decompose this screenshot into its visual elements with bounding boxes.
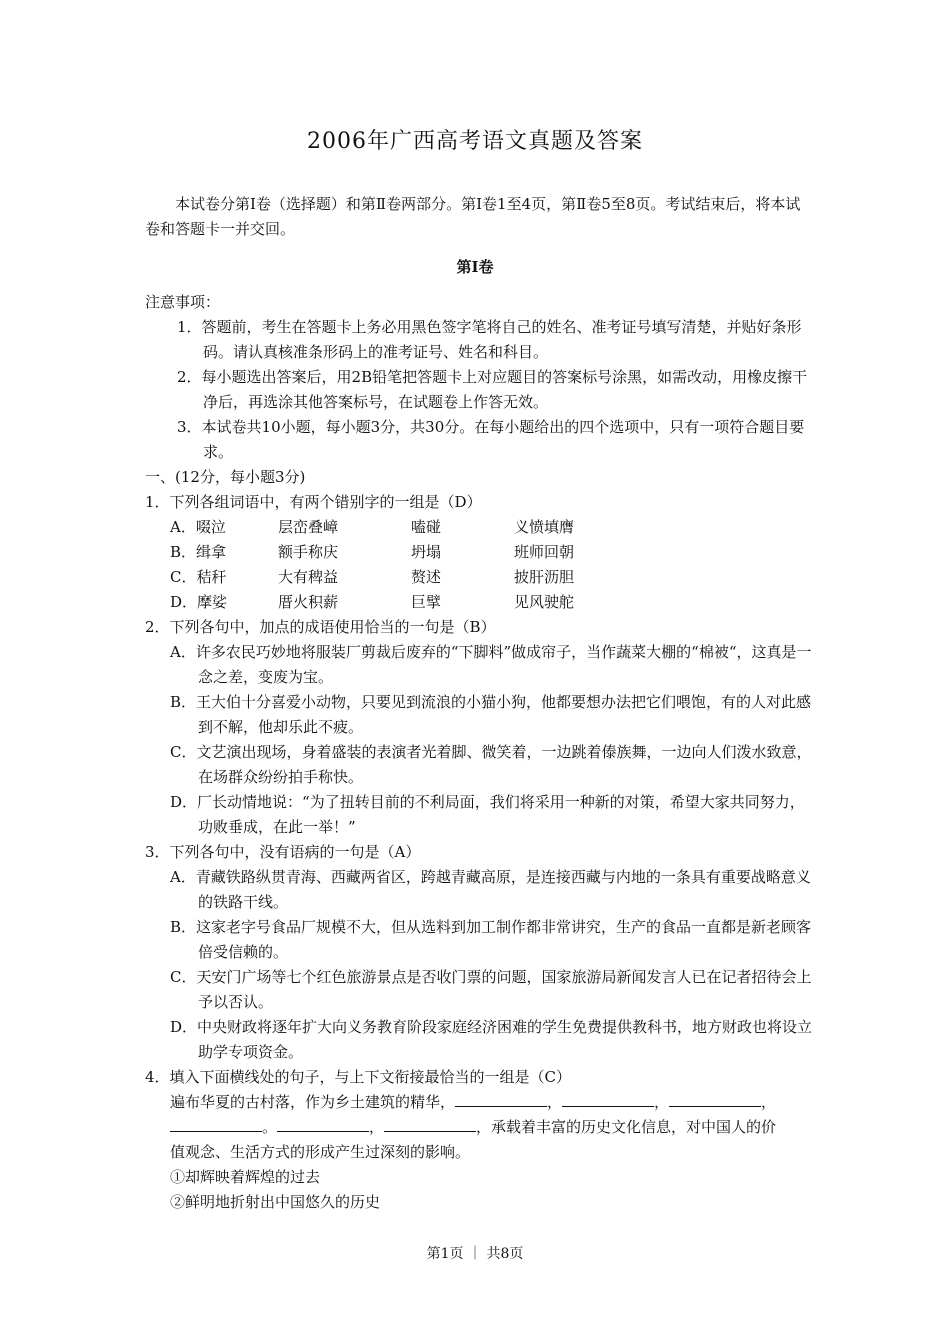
q1-c-word-2: 大有稗益 <box>278 568 339 586</box>
q1-option-d <box>145 590 813 615</box>
document-title: 2006年广西高考语文真题及答案 <box>307 129 643 154</box>
q1-option-b <box>145 540 813 565</box>
q3-option-c: C．天安门广场等七个红色旅游景点是否收门票的问题，国家旅游局新闻发言人已在记者招待会上予以否认。 <box>170 968 812 1011</box>
question-1-stem: 1．下列各组词语中，有两个错别字的一组是（D） <box>145 493 482 511</box>
question-2-stem: 2．下列各句中，加点的成语使用恰当的一句是（B） <box>145 618 496 636</box>
q4-sep-2: ， <box>654 1093 670 1111</box>
q4-sep-1: ， <box>547 1093 563 1111</box>
q4-item-2: ②鲜明地折射出中国悠久的历史 <box>170 1193 381 1211</box>
notice-item-1: 1．答题前，考生在答题卡上务必用黑色签字笔将自己的姓名、准考证号填写清楚，并贴好条形码。请认真核准条形码上的准考证号、姓名和科目。 <box>177 318 802 361</box>
q2-option-b: B．王大伯十分喜爱小动物，只要见到流浪的小猫小狗，他都要想办法把它们喂饱，有的人对此感到不解，他却乐此不疲。 <box>170 693 812 736</box>
q2-option-d: D．厂长动情地说：“为了扭转目前的不利局面，我们将采用一种新的对策，希望大家共同努力，功败垂成，在此一举！” <box>170 793 805 836</box>
q3-option-a: A．青藏铁路纵贯青海、西藏两省区，跨越青藏高原，是连接西藏与内地的一条具有重要战略意义的铁路干线。 <box>170 868 811 911</box>
q2-option-a: A．许多农民巧妙地将服装厂剪裁后废弃的“下脚料”做成帘子，当作蔬菜大棚的“棉被“，这真是一念之差，变废为宝。 <box>170 643 812 686</box>
q1-b-word-1: B．缉拿 <box>170 543 227 561</box>
q4-sep-5: ， <box>369 1118 385 1136</box>
q1-b-word-2: 额手称庆 <box>278 543 339 561</box>
q4-sep-4: 。 <box>262 1118 278 1136</box>
q1-a-word-3: 嗑碰 <box>411 518 442 536</box>
q1-d-word-2: 厝火积薪 <box>278 593 339 611</box>
q4-blank-2 <box>562 1090 654 1107</box>
q1-a-word-2: 层峦叠嶂 <box>278 518 339 536</box>
q1-c-word-4: 披肝沥胆 <box>514 568 575 586</box>
document-content <box>145 290 813 1215</box>
q1-d-word-3: 巨擘 <box>411 593 442 611</box>
q1-b-word-4: 班师回朝 <box>514 543 575 561</box>
question-4-stem: 4．填入下面横线处的句子，与上下文衔接最恰当的一组是（C） <box>145 1068 572 1086</box>
q1-option-a <box>145 515 813 540</box>
q1-a-word-4: 义愤填膺 <box>514 518 575 536</box>
q4-text-start: 遍布华夏的古村落，作为乡土建筑的精华， <box>170 1093 456 1111</box>
q2-option-c: C．文艺演出现场，身着盛装的表演者光着脚、微笑着，一边跳着傣族舞，一边向人们泼水致意，在场群众纷纷拍手称快。 <box>170 743 812 786</box>
intro-paragraph: 本试卷分第Ⅰ卷（选择题）和第Ⅱ卷两部分。第Ⅰ卷1至4页，第Ⅱ卷5至8页。考试结束后，将本试卷和答题卡一并交回。 <box>145 195 801 238</box>
q4-sep-3: ， <box>761 1093 777 1111</box>
q4-blank-5 <box>277 1115 369 1132</box>
q4-blank-4 <box>170 1115 262 1132</box>
part-one-heading: 一、(12分，每小题3分) <box>145 468 306 486</box>
q1-option-c <box>145 565 813 590</box>
question-3-stem: 3．下列各句中，没有语病的一句是（A） <box>145 843 421 861</box>
q3-option-d: D．中央财政将逐年扩大向义务教育阶段家庭经济困难的学生免费提供教科书，地方财政也将设立助学专项资金。 <box>170 1018 813 1061</box>
q1-c-word-1: C．秸秆 <box>170 568 227 586</box>
q4-blank-1 <box>455 1090 547 1107</box>
notice-label: 注意事项： <box>145 293 221 311</box>
q3-option-b: B．这家老字号食品厂规模不大，但从选料到加工制作都非常讲究，生产的食品一直都是新老顾客倍受信赖的。 <box>170 918 812 961</box>
q4-blank-3 <box>669 1090 761 1107</box>
q4-blank-6 <box>384 1115 476 1132</box>
q4-text-end: ，承载着丰富的历史文化信息，对中国人的价 <box>476 1118 777 1136</box>
section-title: 第Ⅰ卷 <box>456 258 494 276</box>
q4-passage-line-2 <box>145 1115 813 1140</box>
q4-passage-line-3: 值观念、生活方式的形成产生过深刻的影响。 <box>170 1143 471 1161</box>
page-footer: 第1页 ｜ 共8页 <box>426 1246 524 1262</box>
notice-item-2: 2．每小题选出答案后，用2B铅笔把答题卡上对应题目的答案标号涂黑，如需改动，用橡皮擦干净后，再选涂其他答案标号，在试题卷上作答无效。 <box>177 368 808 411</box>
q1-c-word-3: 赘述 <box>411 568 442 586</box>
q1-b-word-3: 坍塌 <box>411 543 442 561</box>
q4-passage-line-1 <box>145 1090 813 1115</box>
q1-a-word-1: A．啜泣 <box>170 518 226 536</box>
q1-d-word-4: 见风驶舵 <box>514 593 575 611</box>
q1-d-word-1: D．摩娑 <box>170 593 228 611</box>
q4-item-1: ①却辉映着辉煌的过去 <box>170 1168 321 1186</box>
notice-item-3: 3．本试卷共10小题，每小题3分，共30分。在每小题给出的四个选项中，只有一项符合题目要求。 <box>177 418 805 461</box>
